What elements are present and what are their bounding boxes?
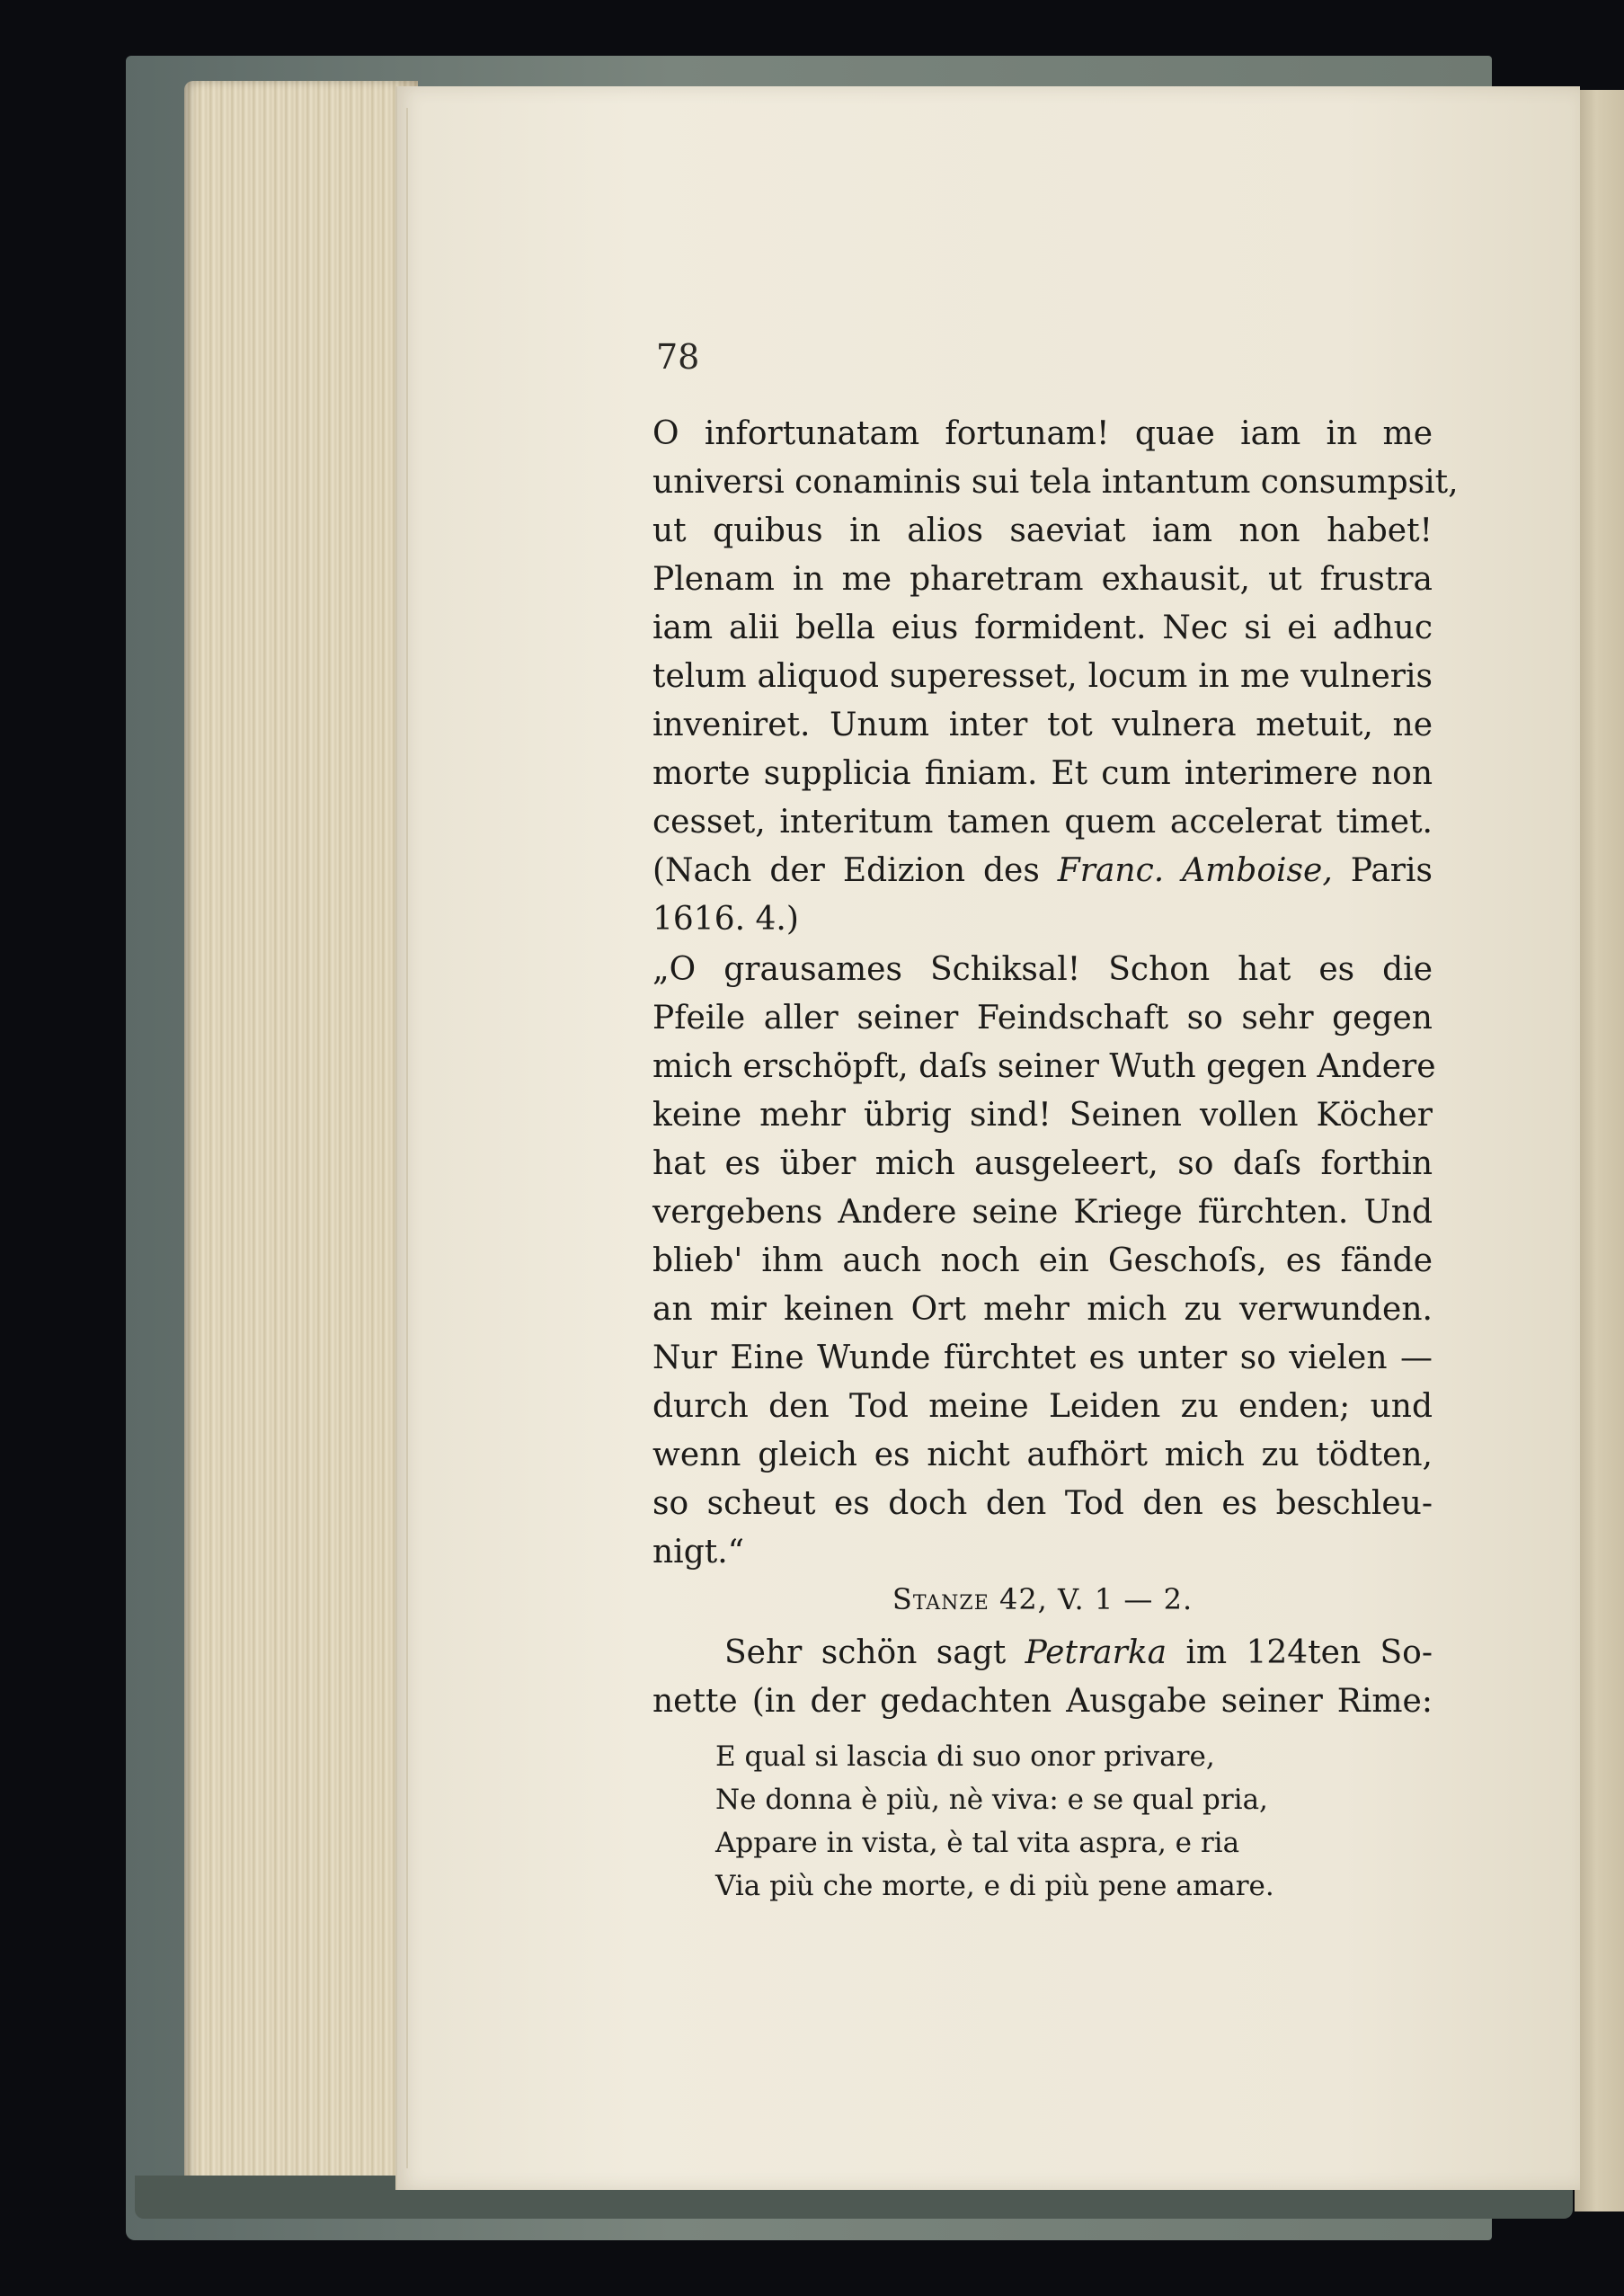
german-line: Nur Eine Wunde fürchtet es unter so vielen — [652,1339,1433,1376]
facing-page-edge [1575,90,1624,2211]
source-note-suffix: Paris [1332,852,1433,889]
stanza-heading-rest: 42, V. 1 — 2. [989,1582,1194,1616]
german-line: blieb' ihm auch noch ein Geschoſs, es fände [652,1242,1433,1279]
stanza-heading-label: Stanze [892,1582,989,1616]
german-line: hat es über mich ausgeleert, so daſs forthin [652,1145,1433,1182]
source-note-line2: 1616. 4.) [652,901,799,938]
petrarca-intro-line2: nette (in der gedachten Ausgabe seiner Rime: [652,1683,1433,1720]
latin-line: inveniret. Unum inter tot vulnera metuit, ne [652,707,1433,743]
verse-line: Via più che morte, e di più pene amare. [715,1870,1274,1902]
source-note-author: Franc. Amboise, [1057,852,1333,889]
german-line: Pfeile aller seiner Feindschaft so sehr gegen [652,1000,1433,1037]
latin-line: cesset, interitum tamen quem accelerat timet. [652,804,1433,841]
page-number: 78 [656,337,700,377]
petrarca-intro-line1 [724,1634,1433,1671]
latin-line: universi conaminis sui tela intantum consumpsit, [652,464,1459,501]
latin-line: telum aliquod superesset, locum in me vulneris [652,658,1433,695]
source-note [652,852,1433,889]
verse-line: Ne donna è più, nè viva: e se qual pria, [715,1784,1268,1816]
german-line: „O grausames Schiksal! Schon hat es die [652,951,1433,988]
verse-line: Appare in vista, è tal vita aspra, e ria [715,1827,1240,1859]
german-line: nigt.“ [652,1534,745,1571]
german-line: vergebens Andere seine Kriege fürchten. Und [652,1194,1433,1231]
page-inner-edge [406,108,408,2168]
latin-line: O infortunatam fortunam! quae iam in me [652,415,1433,452]
source-note-prefix: (Nach der Edizion des [652,852,1058,889]
latin-line: morte supplicia finiam. Et cum interimere non [652,755,1433,792]
latin-line: iam alii bella eius formident. Nec si ei adhuc [652,610,1433,646]
stanza-heading [652,1582,1433,1616]
german-line: wenn gleich es nicht aufhört mich zu tödten, [652,1437,1433,1473]
german-line: an mir keinen Ort mehr mich zu verwunden. [652,1291,1433,1328]
verse-line: E qual si lascia di suo onor privare, [715,1740,1215,1773]
latin-line: ut quibus in alios saeviat iam non habet! [652,512,1433,549]
latin-line: Plenam in me pharetram exhausit, ut frustra [652,561,1433,598]
petrarca-name: Petrarka [1025,1634,1167,1671]
petrarca-intro-post: im 124ten So- [1167,1634,1433,1671]
german-line: durch den Tod meine Leiden zu enden; und [652,1388,1433,1425]
german-line: mich erschöpft, daſs seiner Wuth gegen Andere [652,1048,1436,1085]
german-line: so scheut es doch den Tod den es beschleu- [652,1485,1433,1522]
page-edges [184,81,418,2189]
german-line: keine mehr übrig sind! Seinen vollen Köcher [652,1097,1433,1134]
petrarca-intro-pre: Sehr schön sagt [724,1634,1025,1671]
